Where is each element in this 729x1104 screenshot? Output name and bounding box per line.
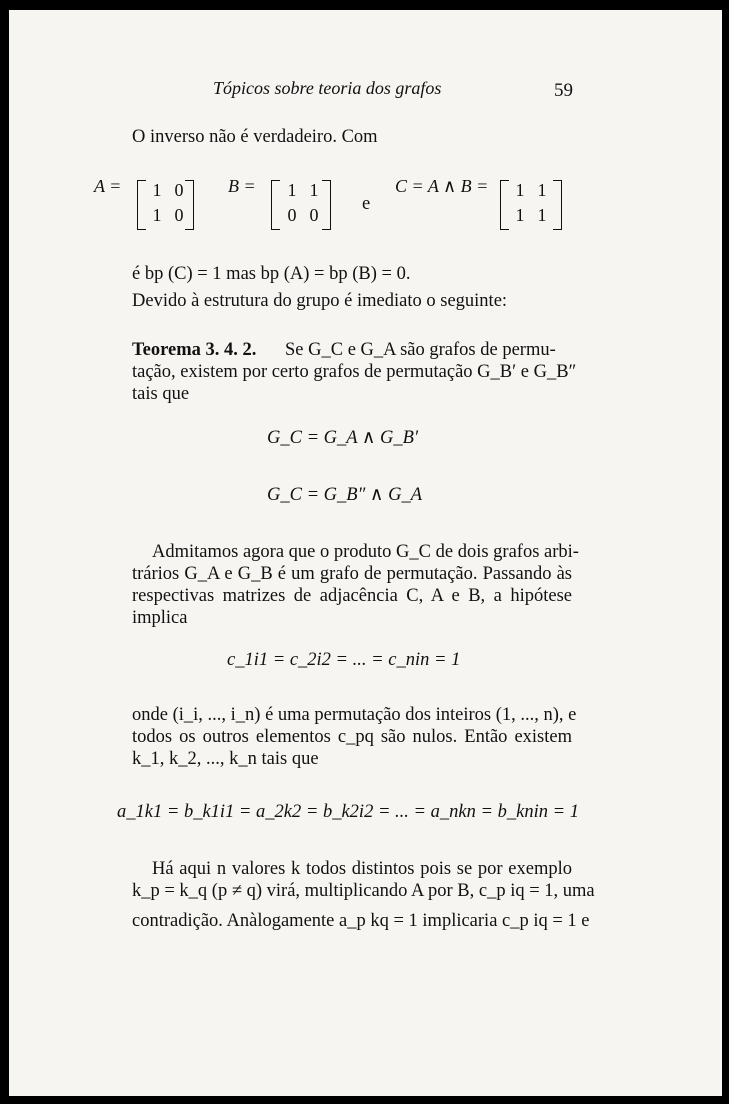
matrix-b-label: B = [228,176,256,196]
after-matrix-text: é bp (C) = 1 mas bp (A) = bp (B) = 0. [132,264,411,284]
para3-line-1: onde (i_i, ..., i_n) é uma permutação dos inteiros (1, ..., n), e [132,705,577,725]
para4-line-1: Há aqui n valores k todos distintos pois se por exemplo [152,859,572,879]
equation-1: G_C = G_A ∧ G_B′ [267,428,419,448]
para4-line-3: contradição. Anàlogamente a_p kq = 1 implicaria c_p iq = 1 e [132,911,590,931]
matrix-a-label: A = [94,176,122,196]
theorem-line-2: tação, existem por certo grafos de permutação G_B′ e G_B″ [132,362,577,382]
matrix-a: 1 0 1 0 [152,180,184,225]
matrix-conjunction: e [362,194,371,214]
running-header: Tópicos sobre teoria dos grafos [213,78,442,98]
theorem-line-3: tais que [132,384,190,404]
para2-line-2: trários G_A e G_B é um grafo de permutação. Passando às [132,564,572,584]
document-page [9,10,722,1096]
matrix-c-left-bracket [500,180,509,230]
intro-text: O inverso não é verdadeiro. Com [132,127,378,147]
para4-line-2: k_p = k_q (p ≠ q) virá, multiplicando A por B, c_p iq = 1, uma [132,881,595,901]
theorem-label: Teorema 3. 4. 2. [132,340,257,360]
page-number: 59 [554,80,573,101]
para3-line-2: todos os outros elementos c_pq são nulos. Então existem [132,727,572,747]
theorem-line-1: Se G_C e G_A são grafos de permu- [285,340,556,360]
para2-line-3: respectivas matrizes de adjacência C, A e B, a hipótese [132,586,572,606]
para2-line-4: implica [132,608,188,628]
matrix-c-right-bracket [553,180,562,230]
matrix-a-left-bracket [137,180,146,230]
matrix-c: 1 1 1 1 [515,180,547,225]
para2-line-1: Admitamos agora que o produto G_C de dois grafos arbi- [152,542,579,562]
equation-2: G_C = G_B″ ∧ G_A [267,485,423,505]
equation-4: a_1k1 = b_k1i1 = a_2k2 = b_k2i2 = ... = a_nkn = b_knin = 1 [117,802,579,822]
matrix-b-left-bracket [271,180,280,230]
equation-3: c_1i1 = c_2i2 = ... = c_nin = 1 [227,650,461,670]
matrix-c-label: C = A ∧ B = [395,176,489,196]
para3-line-3: k_1, k_2, ..., k_n tais que [132,749,319,769]
matrix-b: 1 1 0 0 [287,180,319,225]
structure-text: Devido à estrutura do grupo é imediato o seguinte: [132,291,508,311]
